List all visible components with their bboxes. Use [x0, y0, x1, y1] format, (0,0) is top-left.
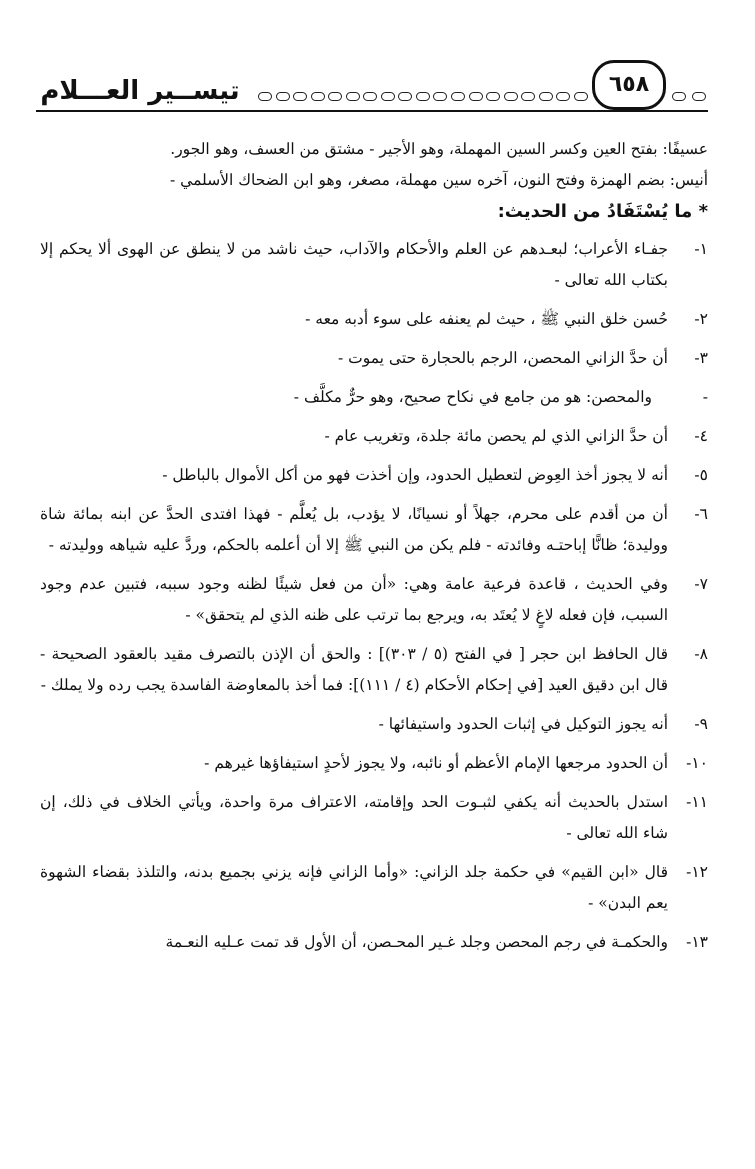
item-number: ١١-: [686, 793, 708, 811]
list-item: [40, 382, 708, 413]
item-text: أن حدَّ الزاني المحصن، الرجم بالحجارة حتى يموت -: [337, 349, 668, 367]
decorative-ornament-icon: [672, 88, 706, 104]
item-text: والمحصن: هو من جامع في نكاح صحيح، وهو حرٌّ مكلَّف -: [293, 388, 652, 406]
glossary-definition: بضم الهمزة وفتح النون، آخره سين مهملة، مصغر، وهو ابن الضحاك الأسلمي -: [170, 171, 670, 189]
glossary-entry: [40, 165, 708, 196]
page-body: [40, 134, 708, 966]
item-text: والحكمـة في رجم المحصن وجلد غـير المحـصن، أن الأول قد تمت عـليه النعـمة: [165, 933, 668, 951]
item-number: ٤-: [694, 427, 708, 445]
page-header: [0, 60, 755, 130]
item-number: ١٣-: [686, 933, 708, 951]
list-item: [40, 234, 708, 296]
item-text: أنه لا يجوز أخذ العِوض لتعطيل الحدود، وإن أخذت فهو من أكل الأموال بالباطل -: [162, 466, 668, 484]
item-text: أن الحدود مرجعها الإمام الأعظم أو نائبه، ولا يجوز لأحدٍ استيفاؤها غيرهم -: [204, 754, 668, 772]
item-text: قال الحافظ ابن حجر [ في الفتح (٥ / ٣٠٣)] : والحق أن الإذن بالتصرف مقيد بالعقود الصحيحة - قال ابن دقيق العيد [في إحكام الأحكام (٤ / ١١١)]: فما أخذ بالمعاوضة الفاسدة يجب رده ولا يملك -: [40, 645, 669, 694]
list-item: [40, 927, 708, 958]
decorative-ornament-icon: [258, 88, 588, 104]
glossary-term: عسيفًا:: [662, 140, 708, 158]
glossary-term: أنيس:: [669, 171, 708, 189]
item-number: ٢-: [694, 310, 708, 328]
item-text: أن من أقدم على محرم، جهلاً أو نسيانًا، لا يؤدب، بل يُعلَّم - فهذا افتدى الحدَّ عن ابنه بمائة شاة ووليدة؛ ظانًّا إباحتـه وفائدته - فلم يكن من النبي ﷺ إلا أن أعلمه بالحكم، وردَّ عليه شياهه ووليدته -: [40, 505, 668, 554]
list-item: [40, 709, 708, 740]
header-rule: [36, 110, 708, 112]
book-title: تيســير العـــلام: [40, 76, 240, 106]
item-text: جفـاء الأعراب؛ لبعـدهم عن العلم والأحكام والآداب، حيث ناشد من لا ينطق عن الهوى ألا يحكم إلا بكتاب الله تعالى -: [40, 240, 668, 289]
item-text: وفي الحديث ، قاعدة فرعية عامة وهي: «أن من فعل شيئًا لظنه وجود سببه، فتبين عدم وجود السبب، فإن فعله لاغٍ لا يُعتَد به، ويرجع بما ترتب على ظنه الذي لم يتحقق» -: [40, 575, 668, 624]
item-number: ١٢-: [686, 863, 708, 881]
list-item: [40, 787, 708, 849]
item-number: ١-: [694, 240, 708, 258]
list-item: [40, 748, 708, 779]
glossary-entry: [40, 134, 708, 165]
item-text: قال «ابن القيم» في حكمة جلد الزاني: «وأما الزاني فإنه يزني بجميع بدنه، والتلذذ بقضاء الشهوة يعم البدن» -: [40, 863, 668, 912]
section-heading: * ما يُسْتَفَادُ من الحديث:: [497, 201, 708, 222]
page-number: ٦٥٨: [592, 60, 666, 110]
list-item: [40, 304, 708, 335]
item-number: -: [702, 388, 708, 406]
list-item: [40, 569, 708, 631]
item-number: ٣-: [694, 349, 708, 367]
list-item: [40, 421, 708, 452]
item-number: ٨-: [694, 645, 708, 663]
glossary-definition: بفتح العين وكسر السين المهملة، وهو الأجير - مشتق من العسف، وهو الجور.: [170, 140, 663, 158]
item-number: ١٠-: [686, 754, 708, 772]
list-item: [40, 343, 708, 374]
item-text: أن حدَّ الزاني الذي لم يحصن مائة جلدة، وتغريب عام -: [324, 427, 668, 445]
item-text: استدل بالحديث أنه يكفي لثبـوت الحد وإقامته، الاعتراف مرة واحدة، ويأتي الخلاف في ذلك، إن شاء الله تعالى -: [40, 793, 668, 842]
item-text: حُسن خلق النبي ﷺ ، حيث لم يعنفه على سوء أدبه معه -: [305, 310, 668, 328]
item-number: ٦-: [694, 505, 708, 523]
item-number: ٧-: [694, 575, 708, 593]
list-item: [40, 460, 708, 491]
item-number: ٥-: [694, 466, 708, 484]
item-text: أنه يجوز التوكيل في إثبات الحدود واستيفائها -: [378, 715, 668, 733]
list-item: [40, 857, 708, 919]
list-item: [40, 639, 708, 701]
list-item: [40, 499, 708, 561]
item-number: ٩-: [694, 715, 708, 733]
